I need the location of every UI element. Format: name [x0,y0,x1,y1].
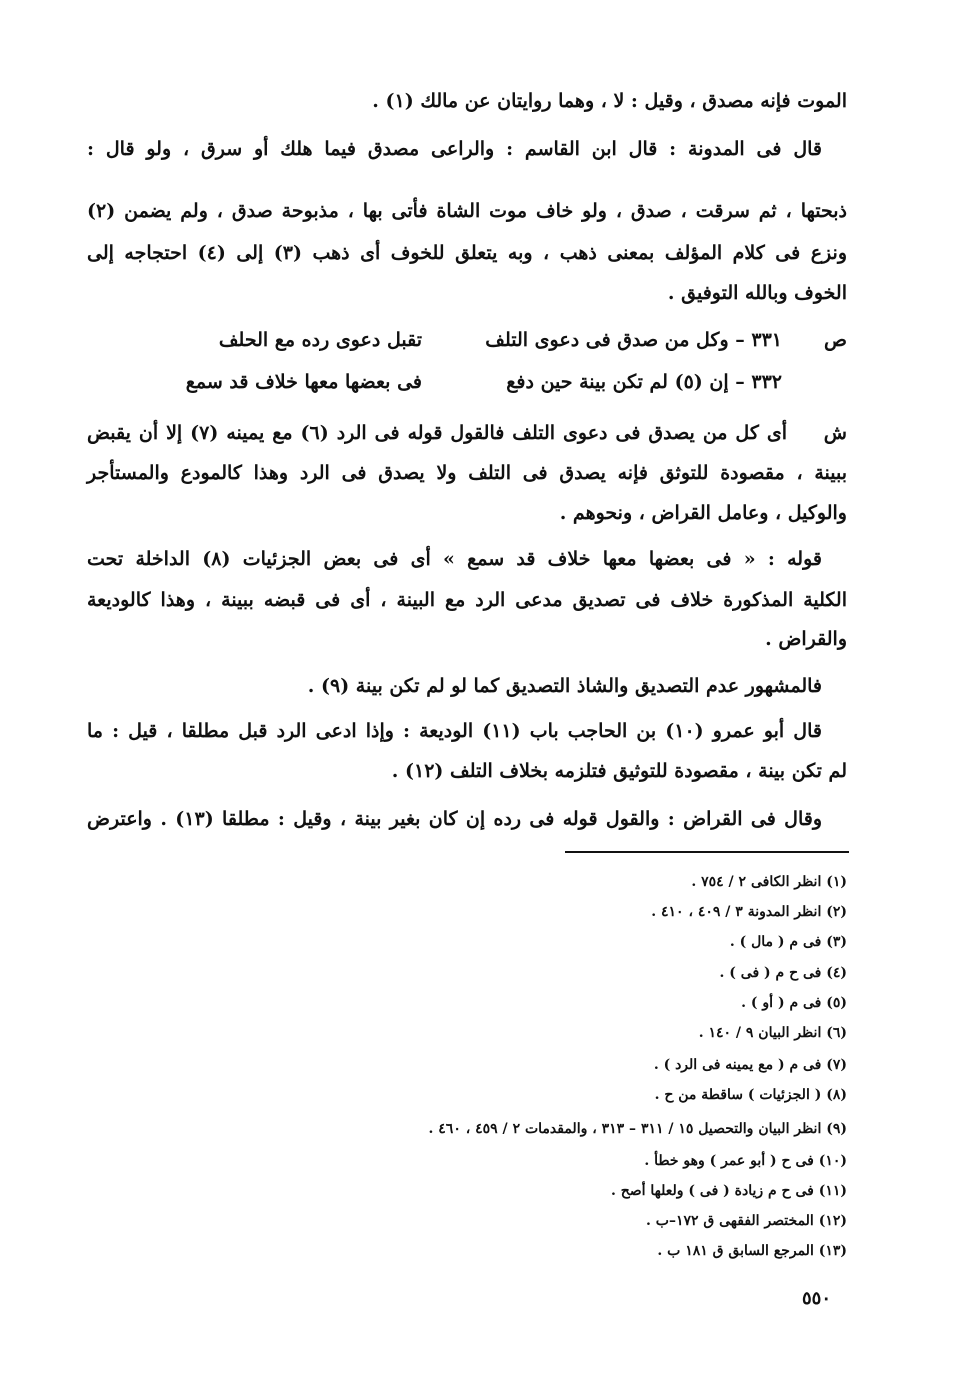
body-line-2: قال فى المدونة : قال ابن القاسم : والراعى مصدق فيما هلك أو سرق ، ولو قال : [87,138,822,160]
commentary-line-9: لم تكن بينة ، مقصودة للتوثيق فتلزمه بخلاف التلف (١٢) . [391,760,847,782]
footnote-6: (٦) انظر البيان ٩ / ١٤٠ . [698,1025,847,1041]
footnote-separator [565,851,849,853]
body-line-4: ونزع فى كلام المؤلف بمعنى ذهب ، وبه يتعلق للخوف أى ذهب (٣) إلى (٤) احتجاجه إلى [87,242,847,264]
commentary-line-8: قال أبو عمرو (١٠) بن الحاجب باب (١١) الوديعة : وإذا ادعى الرد قبل مطلقا ، قيل : ما [87,720,822,742]
commentary-line-5: الكلية المذكورة خلاف فى تصديق مدعى الرد مع البينة ، أى فى قبضه ببينة ، وهذا كالوديعة [87,589,847,611]
footnote-9: (٩) انظر البيان والتحصيل ١٥ / ٣١١ – ٣١٣ ، والمقدمات ٢ / ٤٥٩ ، ٤٦٠ . [428,1121,847,1137]
verse-331-first-hemistich: ٣٣١ – وكل من صدق فى دعوى التلف [485,329,782,351]
footnote-3: (٣) فى م ( مال ) . [729,934,847,950]
footnote-13: (١٣) المرجع السابق ق ١٨١ ب . [657,1243,847,1259]
commentary-line-1: أى كل من يصدق فى دعوى التلف فالقول قوله فى الرد (٦) مع يمينه (٧) إلا أن يقبض [87,422,787,444]
footnote-1: (١) انظر الكافى ٢ / ٧٥٤ . [691,874,847,890]
commentary-line-2: ببينة ، مقصودة للتوثق فإنه يصدق فى التلف ولا يصدق فى الرد وهذا كالمودع والمستأجر [87,462,847,484]
commentary-line-4: قوله : « فى بعضها معها خلاف قد سمع » أى فى بعض الجزئيات (٨) الداخلة تحت [87,548,822,570]
footnote-7: (٧) فى م ( مع يمينه فى الرد ) . [653,1057,847,1073]
footnote-12: (١٢) المختصر الفقهى ق ١٧٢–ب . [646,1213,847,1229]
body-line-5: الخوف وبالله التوفيق . [667,282,847,304]
footnote-5: (٥) فى م ( أو ) . [741,995,847,1011]
verse-331-second-hemistich: تقبل دعوى رده مع الحلف [218,329,422,351]
verse-332-second-hemistich: فى بعضها معها خلاف قد سمع [185,371,422,393]
commentary-line-10: وقال فى القراض : والقول قوله فى رده إن كان بغير بينة ، وقيل : مطلقا (١٣) . واعترض [87,808,823,830]
footnote-8: (٨) ( الجزئيات ) ساقطة من ح . [654,1087,847,1103]
body-line-3: ذبحتها ، ثم سرقت ، صدق ، ولو خاف موت الشاة فأتى بها ، مذبوحة صدق ، ولم يضمن (٢) [87,200,847,222]
commentary-marker: ش [823,422,847,444]
body-line-1: الموت فإنه مصدق ، وقيل : لا ، وهما روايتان عن مالك (١) . [372,90,847,112]
commentary-line-7: فالمشهور عدم التصديق والشاذ التصديق كما لو لم تكن بينة (٩) . [307,675,822,697]
footnote-11: (١١) فى ح م زيادة ( فى ) ولعلها أصح . [610,1183,847,1199]
footnote-2: (٢) انظر المدونة ٣ / ٤٠٩ ، ٤١٠ . [651,904,847,920]
commentary-line-6: والقراض . [765,628,847,650]
verse-332-first-hemistich: ٣٣٢ – إن (٥) لم تكن بينة حين دفع [506,371,782,393]
footnote-4: (٤) فى ح م ( فى ) . [719,965,847,981]
commentary-line-3: والوكيل ، وعامل القراض ، ونحوهم . [559,502,847,524]
page-number: ٥٥٠ [802,1288,832,1309]
verse-marker: ص [824,329,847,351]
footnote-10: (١٠) فى ح ( أبو عمر ) وهو خطأ . [644,1153,847,1169]
